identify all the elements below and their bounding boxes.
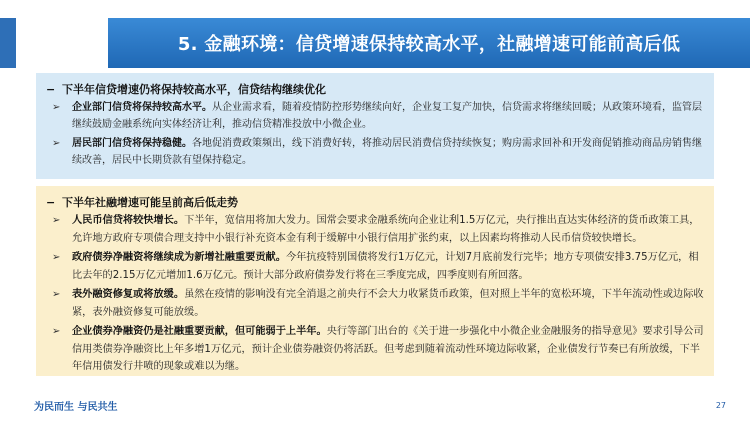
arrow-bullet-icon: ➢ bbox=[52, 102, 61, 113]
credit-heading-text: 下半年信贷增速仍将保持较高水平，信贷结构继续优化 bbox=[62, 83, 326, 96]
arrow-bullet-icon: ➢ bbox=[52, 326, 61, 337]
list-item-lead: 企业债券净融资仍是社融重要贡献，但可能弱于上半年。 bbox=[72, 326, 327, 337]
social-financing-heading-text: 下半年社融增速可能呈前高后低走势 bbox=[62, 196, 238, 209]
list-item bbox=[46, 212, 704, 247]
page-number: 27 bbox=[715, 401, 726, 410]
title-accent-block bbox=[0, 18, 16, 68]
list-item-body: 虽然在疫情的影响没有完全消退之前央行不会大力收紧货币政策，但对照上半年的宽松环境，下半年流动性或边际收紧，表外融资修复可能放缓。 bbox=[72, 289, 704, 318]
list-item-text bbox=[72, 99, 704, 133]
dash-bullet-icon: − bbox=[46, 196, 56, 209]
list-item-body: 今年抗疫特别国债将发行1万亿元，计划7月底前发行完毕；地方专项债安排3.75万亿元，相比去年的2.15万亿元增加1.6万亿元。预计大部分政府债券发行将在三季度完成，四季度则有所回落。 bbox=[72, 252, 699, 281]
list-item-body: 各地促消费政策频出，线下消费好转，将推动居民消费信贷持续恢复；购房需求回补和开发商促销推动商品房销售继续改善，居民中长期贷款有望保持稳定。 bbox=[72, 138, 702, 166]
list-item-text bbox=[72, 135, 704, 169]
social-financing-heading bbox=[46, 194, 704, 210]
list-item bbox=[46, 323, 704, 376]
title-bar bbox=[108, 18, 750, 68]
social-financing-panel bbox=[36, 186, 714, 376]
list-item bbox=[46, 286, 704, 321]
list-item-lead: 表外融资修复或将放缓。 bbox=[72, 289, 185, 300]
list-item-lead: 政府债券净融资将继续成为新增社融重要贡献。 bbox=[72, 252, 286, 263]
list-item-body: 从企业需求看，随着疫情防控形势继续向好，企业复工复产加快，信贷需求将继续回暖；从政策环境看，监管层继续鼓励金融系统向实体经济让利，推动信贷精准投放中小微企业。 bbox=[72, 102, 702, 130]
slide-title: 5. 金融环境：信贷增速保持较高水平，社融增速可能前高后低 bbox=[177, 34, 681, 55]
list-item-body: 央行等部门出台的《关于进一步强化中小微企业金融服务的指导意见》要求引导公司信用类债券净融资比上年多增1万亿元，预计企业债券融资仍将活跃。但考虑到随着流动性环境边际收紧，企业债发行节奏已有所放缓，下半年信用债发行井喷的现象或难以为继。 bbox=[72, 326, 704, 372]
arrow-bullet-icon: ➢ bbox=[52, 252, 61, 263]
credit-heading bbox=[46, 81, 704, 97]
list-item bbox=[46, 99, 704, 133]
dash-bullet-icon: − bbox=[46, 83, 56, 96]
list-item bbox=[46, 249, 704, 284]
arrow-bullet-icon: ➢ bbox=[52, 289, 61, 300]
list-item bbox=[46, 135, 704, 169]
credit-panel bbox=[36, 73, 714, 179]
list-item-text bbox=[72, 323, 704, 376]
list-item-text bbox=[72, 212, 704, 247]
list-item-lead: 人民币信贷将较快增长。 bbox=[72, 215, 185, 226]
footer-slogan: 为民而生 与民共生 bbox=[34, 402, 118, 413]
list-item-lead: 企业部门信贷将保持较高水平。 bbox=[72, 102, 212, 113]
list-item-text bbox=[72, 249, 704, 284]
arrow-bullet-icon: ➢ bbox=[52, 215, 61, 226]
list-item-text bbox=[72, 286, 704, 321]
list-item-body: 下半年，宽信用将加大发力。国常会要求金融系统向企业让利1.5万亿元，央行推出直达实体经济的货币政策工具，允许地方政府专项债合理支持中小银行补充资本金有利于缓解中小银行信用扩张约束，以上因素均将推动人民币信贷较快增长。 bbox=[72, 215, 700, 244]
list-item-lead: 居民部门信贷将保持稳健。 bbox=[72, 138, 192, 149]
arrow-bullet-icon: ➢ bbox=[52, 138, 61, 149]
